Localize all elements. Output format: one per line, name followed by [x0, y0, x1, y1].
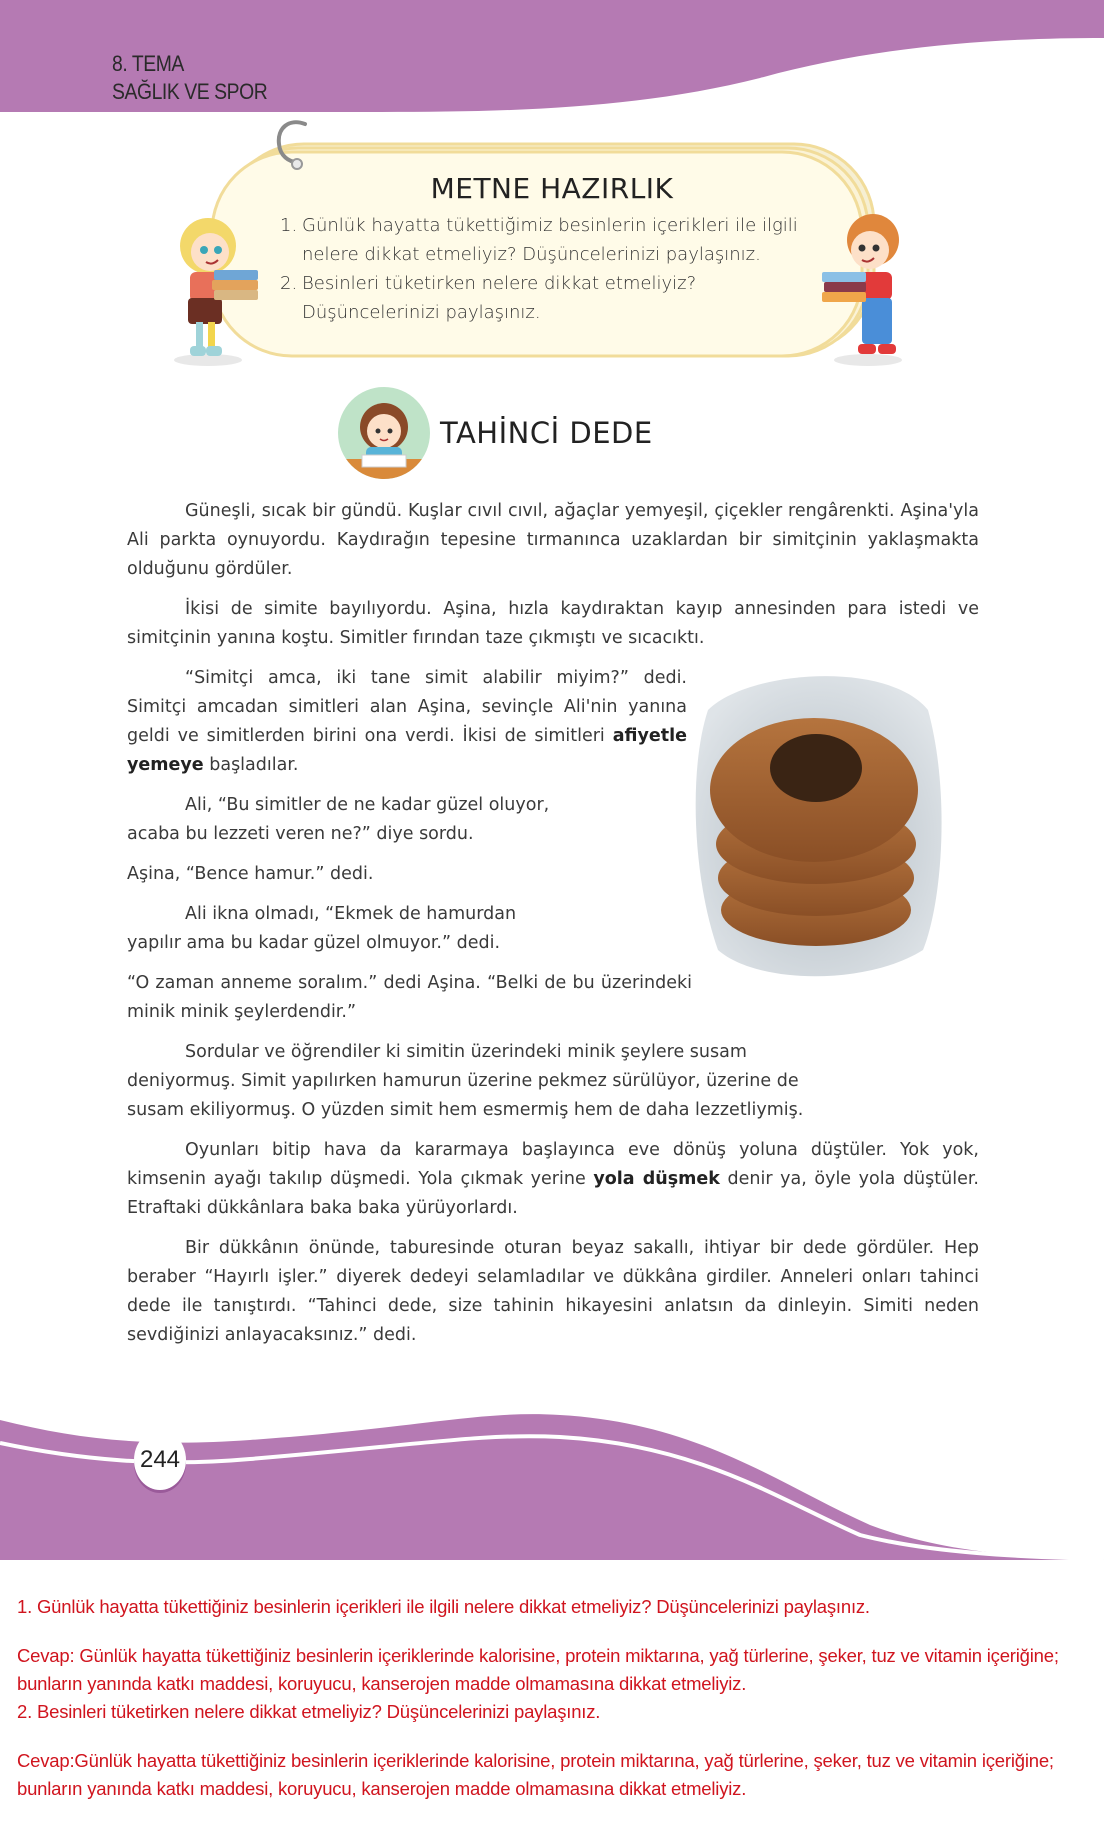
answer-2: Cevap:Günlük hayatta tükettiğiniz besinlerin içeriklerinde kalorisine, protein miktarına, yağ türlerine, şeker, tuz ve vitamin içeriğine; bunların yanında katkı maddesi, koruyucu, kanserojen madde olmamasına dikkat etmeliyiz. [17, 1750, 1054, 1799]
prep-question: 2. Besinleri tüketirken nelere dikkat etmeliyiz? Düşüncelerinizi paylaşınız. [280, 273, 697, 323]
prep-title: METNE HAZIRLIK [430, 172, 674, 205]
theme-label [112, 50, 267, 106]
story-paragraph: Ali ikna olmadı, “Ekmek de hamurdan yapılır ama bu kadar güzel olmuyor.” dedi. [127, 904, 517, 953]
theme-number: 8. TEMA [112, 51, 184, 76]
answers-section [17, 1593, 1097, 1803]
story-title: TAHİNCİ DEDE [440, 416, 653, 450]
story-paragraph: “Simitçi amca, iki tane simit alabilir miyim?” dedi. Simitçi amcadan simitleri alan Aşina, sevinçle Ali'nin yanına geldi ve simitlerden birini ona verdi. İkisi de simitleri afiyetle yemeye başladılar. [127, 668, 687, 775]
answer-question-1: 1. Günlük hayatta tükettiğiniz besinlerin içerikleri ile ilgili nelere dikkat etmeliyiz? Düşüncelerinizi paylaşınız. [17, 1596, 870, 1617]
answer-question-2: 2. Besinleri tüketirken nelere dikkat etmeliyiz? Düşüncelerinizi paylaşınız. [17, 1701, 601, 1722]
story-paragraph: Sordular ve öğrendiler ki simitin üzerindeki minik şeylere susam deniyormuş. Simit yapılırken hamurun üzerine pekmez sürülüyor, üzerine de susam ekiliyormuş. O yüzden simit hem esmermiş hem de daha lezzetliymiş. [127, 1042, 804, 1120]
story-paragraph: Aşina, “Bence hamur.” dedi. [127, 864, 374, 884]
boy-with-books-illustration [818, 210, 913, 370]
prep-questions [280, 211, 820, 327]
girl-with-books-illustration [168, 210, 263, 370]
story-paragraph: Güneşli, sıcak bir gündü. Kuşlar cıvıl cıvıl, ağaçlar yemyeşil, çiçekler rengârenkti. Aşina'yla Ali parkta oynuyordu. Kaydırağın tepesine tırmanınca uzaklardan bir simitçinin yaklaşmakta olduğunu gördüler. [127, 501, 979, 579]
prep-question: 1. Günlük hayatta tükettiğimiz besinlerin içerikleri ile ilgili nelere dikkat etmeliyiz? Düşüncelerinizi paylaşınız. [280, 215, 798, 265]
reading-girl-avatar [338, 387, 430, 479]
answer-1: Cevap: Günlük hayatta tükettiğiniz besinlerin içeriklerinde kalorisine, protein miktarına, yağ türlerine, şeker, tuz ve vitamin içeriğine; bunların yanında katkı maddesi, koruyucu, kanserojen madde olmamasına dikkat etmeliyiz. [17, 1645, 1059, 1694]
story-heading [338, 387, 653, 479]
story-paragraph: “O zaman anneme soralım.” dedi Aşina. “Belki de bu üzerindeki minik minik şeylerdendir.” [127, 973, 692, 1022]
binder-ring-icon [275, 118, 315, 173]
reading-girl-icon [338, 387, 430, 479]
bold-phrase: yola düşmek [593, 1169, 720, 1189]
story-text [127, 497, 979, 1361]
page-number: 244 [134, 1430, 186, 1490]
story-paragraph: İkisi de simite bayılıyordu. Aşina, hızla kaydıraktan kayıp annesinden para istedi ve simitçinin yanına koştu. Simitler fırından taze çıkmıştı ve sıcacıktı. [127, 599, 979, 648]
story-paragraph: Ali, “Bu simitler de ne kadar güzel oluyor, acaba bu lezzeti veren ne?” diye sordu. [127, 795, 550, 844]
bold-phrase: afiyetle yemeye [127, 726, 687, 775]
story-paragraph: Bir dükkânın önünde, taburesinde oturan beyaz sakallı, ihtiyar bir dede gördüler. Hep beraber “Hayırlı işler.” diyerek dedeyi selamladılar ve dükkâna girdiler. Anneleri onları tahinci dede ile tanıştırdı. “Tahinci dede, size tahinin hikayesini anlatsın da dinleyin. Simiti neden sevdiğinizi anlayacaksınız.” dedi. [127, 1238, 979, 1345]
story-paragraph: Oyunları bitip hava da kararmaya başlayınca eve dönüş yoluna düştüler. Yok yok, kimsenin ayağı takılıp düşmedi. Yola çıkmak yerine yola düşmek denir ya, öyle yola düştüler. Etraftaki dükkânlara baka baka yürüyorlardı. [127, 1140, 979, 1218]
theme-name: SAĞLIK VE SPOR [112, 79, 268, 104]
